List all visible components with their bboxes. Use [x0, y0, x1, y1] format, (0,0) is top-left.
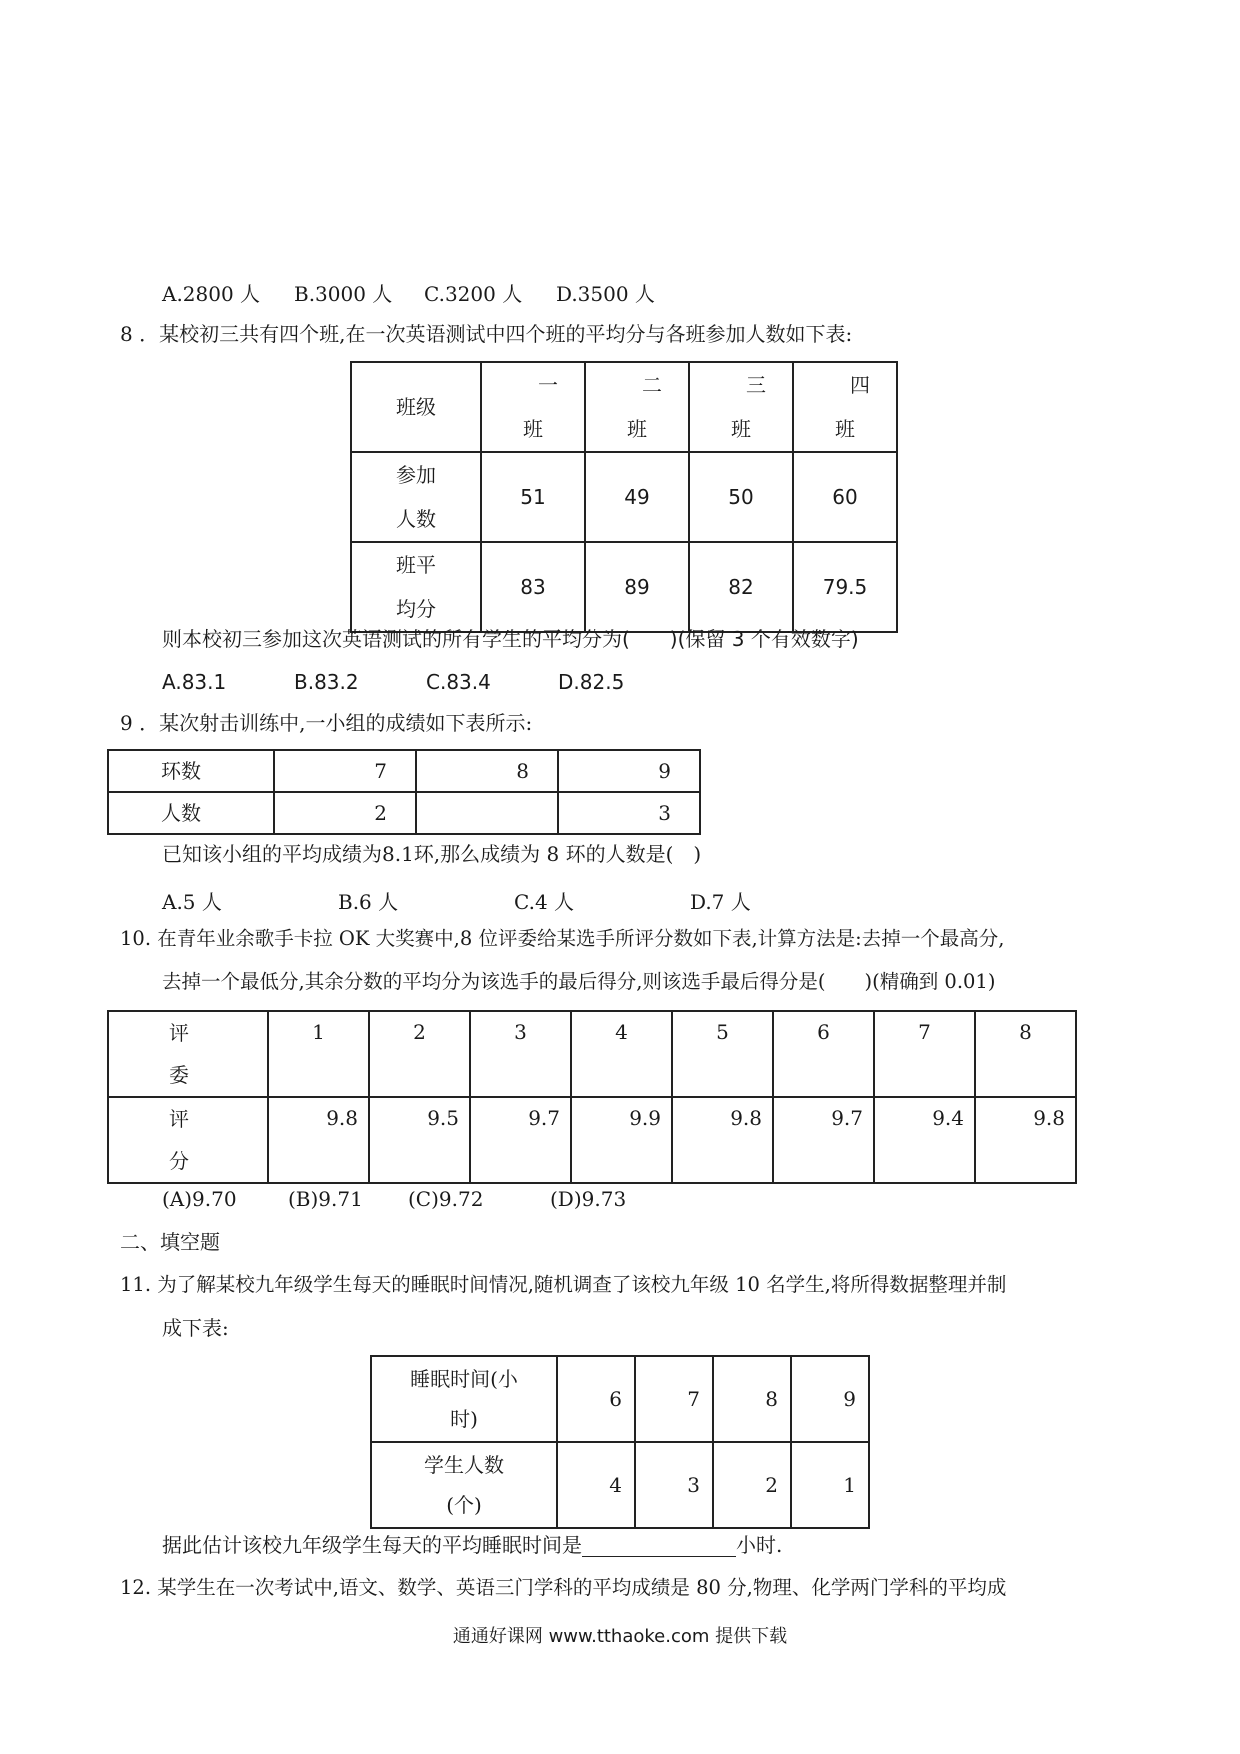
- q8-cell: 79.5: [793, 542, 897, 632]
- page-footer: 通通好课网 www.tthaoke.com 提供下载: [452, 1626, 788, 1647]
- q10-line-1: 10. 在青年业余歌手卡拉 OK 大奖赛中,8 位评委给某选手所评分数如下表,计算方法是:去掉一个最高分,: [120, 927, 1005, 950]
- q11-cell: 6: [557, 1356, 635, 1442]
- q11-cell: 4: [557, 1442, 635, 1528]
- q10-cell: 8: [975, 1011, 1076, 1097]
- q10-cell: 9.8: [672, 1097, 773, 1183]
- q8-cell: 51: [481, 452, 585, 542]
- q10-option-b: (B)9.71: [288, 1187, 363, 1211]
- q9-cell: 9: [558, 750, 700, 792]
- q10-cell: 3: [470, 1011, 571, 1097]
- q8-cell: 89: [585, 542, 689, 632]
- q10-cell: 1: [268, 1011, 369, 1097]
- q10-cell: 9.7: [773, 1097, 874, 1183]
- q8-header-col-3: 三 班: [689, 362, 793, 452]
- q11-question: [162, 1533, 782, 1557]
- q10-table: [107, 1010, 1077, 1184]
- q9-row-label: 环数: [108, 750, 274, 792]
- q11-cell: 2: [713, 1442, 791, 1528]
- section-heading-fill-in: 二、填空题: [120, 1230, 220, 1254]
- q10-cell: 9.7: [470, 1097, 571, 1183]
- q11-cell: 1: [791, 1442, 869, 1528]
- q9-text: 9 ．某次射击训练中,一小组的成绩如下表所示:: [120, 711, 533, 735]
- q10-option-c: (C)9.72: [408, 1187, 484, 1211]
- q11-line-1: 11. 为了解某校九年级学生每天的睡眠时间情况,随机调查了该校九年级 10 名学生,将所得数据整理并制: [120, 1273, 1007, 1296]
- q8-question: 则本校初三参加这次英语测试的所有学生的平均分为( )(保留 3 个有效数字): [162, 627, 859, 651]
- q11-cell: 3: [635, 1442, 713, 1528]
- q10-option-d: (D)9.73: [550, 1187, 627, 1211]
- q10-cell: 6: [773, 1011, 874, 1097]
- q7-option-a: A.2800 人: [162, 282, 261, 306]
- q8-header-col-4: 四 班: [793, 362, 897, 452]
- q11-table: [370, 1355, 870, 1529]
- q9-question: 已知该小组的平均成绩为8.1环,那么成绩为 8 环的人数是( ): [162, 842, 702, 866]
- q11-cell: 7: [635, 1356, 713, 1442]
- q11-cell: 8: [713, 1356, 791, 1442]
- q8-cell: 82: [689, 542, 793, 632]
- q11-question-before: 据此估计该校九年级学生每天的平均睡眠时间是: [162, 1533, 582, 1557]
- q9-option-a: A.5 人: [162, 890, 222, 914]
- q10-row-label: 评 委: [108, 1011, 268, 1097]
- q8-cell: 83: [481, 542, 585, 632]
- q9-option-c: C.4 人: [514, 890, 575, 914]
- q10-cell: 9.5: [369, 1097, 470, 1183]
- q9-cell: [416, 792, 558, 834]
- q8-option-a: A.83.1: [162, 670, 227, 694]
- q12-line-1: 12. 某学生在一次考试中,语文、数学、英语三门学科的平均成绩是 80 分,物理、化学两门学科的平均成: [120, 1576, 1007, 1599]
- q9-cell: 8: [416, 750, 558, 792]
- q10-cell: 9.4: [874, 1097, 975, 1183]
- q10-cell: 9.9: [571, 1097, 672, 1183]
- q10-cell: 5: [672, 1011, 773, 1097]
- q9-option-b: B.6 人: [338, 890, 399, 914]
- q10-option-a: (A)9.70: [162, 1187, 237, 1211]
- q9-cell: 3: [558, 792, 700, 834]
- q8-header-label: 班级: [351, 362, 481, 452]
- q8-table: [350, 361, 898, 633]
- q8-option-b: B.83.2: [294, 670, 359, 694]
- q10-cell: 4: [571, 1011, 672, 1097]
- q10-line-2: 去掉一个最低分,其余分数的平均分为该选手的最后得分,则该选手最后得分是( )(精确到 0.01): [162, 970, 996, 993]
- q8-cell: 50: [689, 452, 793, 542]
- q9-cell: 2: [274, 792, 416, 834]
- q11-question-after: 小时.: [736, 1533, 783, 1557]
- q11-line-2: 成下表:: [162, 1316, 229, 1340]
- q8-row-label: 参加 人数: [351, 452, 481, 542]
- q10-row-label: 评 分: [108, 1097, 268, 1183]
- q9-option-d: D.7 人: [690, 890, 751, 914]
- q7-option-d: D.3500 人: [556, 282, 655, 306]
- q8-option-d: D.82.5: [558, 670, 625, 694]
- q10-cell: 9.8: [975, 1097, 1076, 1183]
- q7-option-c: C.3200 人: [424, 282, 523, 306]
- q10-cell: 7: [874, 1011, 975, 1097]
- q8-header-col-2: 二 班: [585, 362, 689, 452]
- q8-text: 8 ．某校初三共有四个班,在一次英语测试中四个班的平均分与各班参加人数如下表:: [120, 322, 853, 346]
- q8-header-col-1: 一 班: [481, 362, 585, 452]
- q9-row-label: 人数: [108, 792, 274, 834]
- q8-cell: 60: [793, 452, 897, 542]
- q11-row-label: 睡眠时间(小 时): [371, 1356, 557, 1442]
- q8-cell: 49: [585, 452, 689, 542]
- q11-answer-blank[interactable]: [582, 1536, 736, 1557]
- q11-row-label: 学生人数 (个): [371, 1442, 557, 1528]
- q10-cell: 9.8: [268, 1097, 369, 1183]
- q8-option-c: C.83.4: [426, 670, 491, 694]
- q8-row-label: 班平 均分: [351, 542, 481, 632]
- q7-option-b: B.3000 人: [294, 282, 393, 306]
- q9-table: [107, 749, 701, 835]
- q10-cell: 2: [369, 1011, 470, 1097]
- q11-cell: 9: [791, 1356, 869, 1442]
- q9-cell: 7: [274, 750, 416, 792]
